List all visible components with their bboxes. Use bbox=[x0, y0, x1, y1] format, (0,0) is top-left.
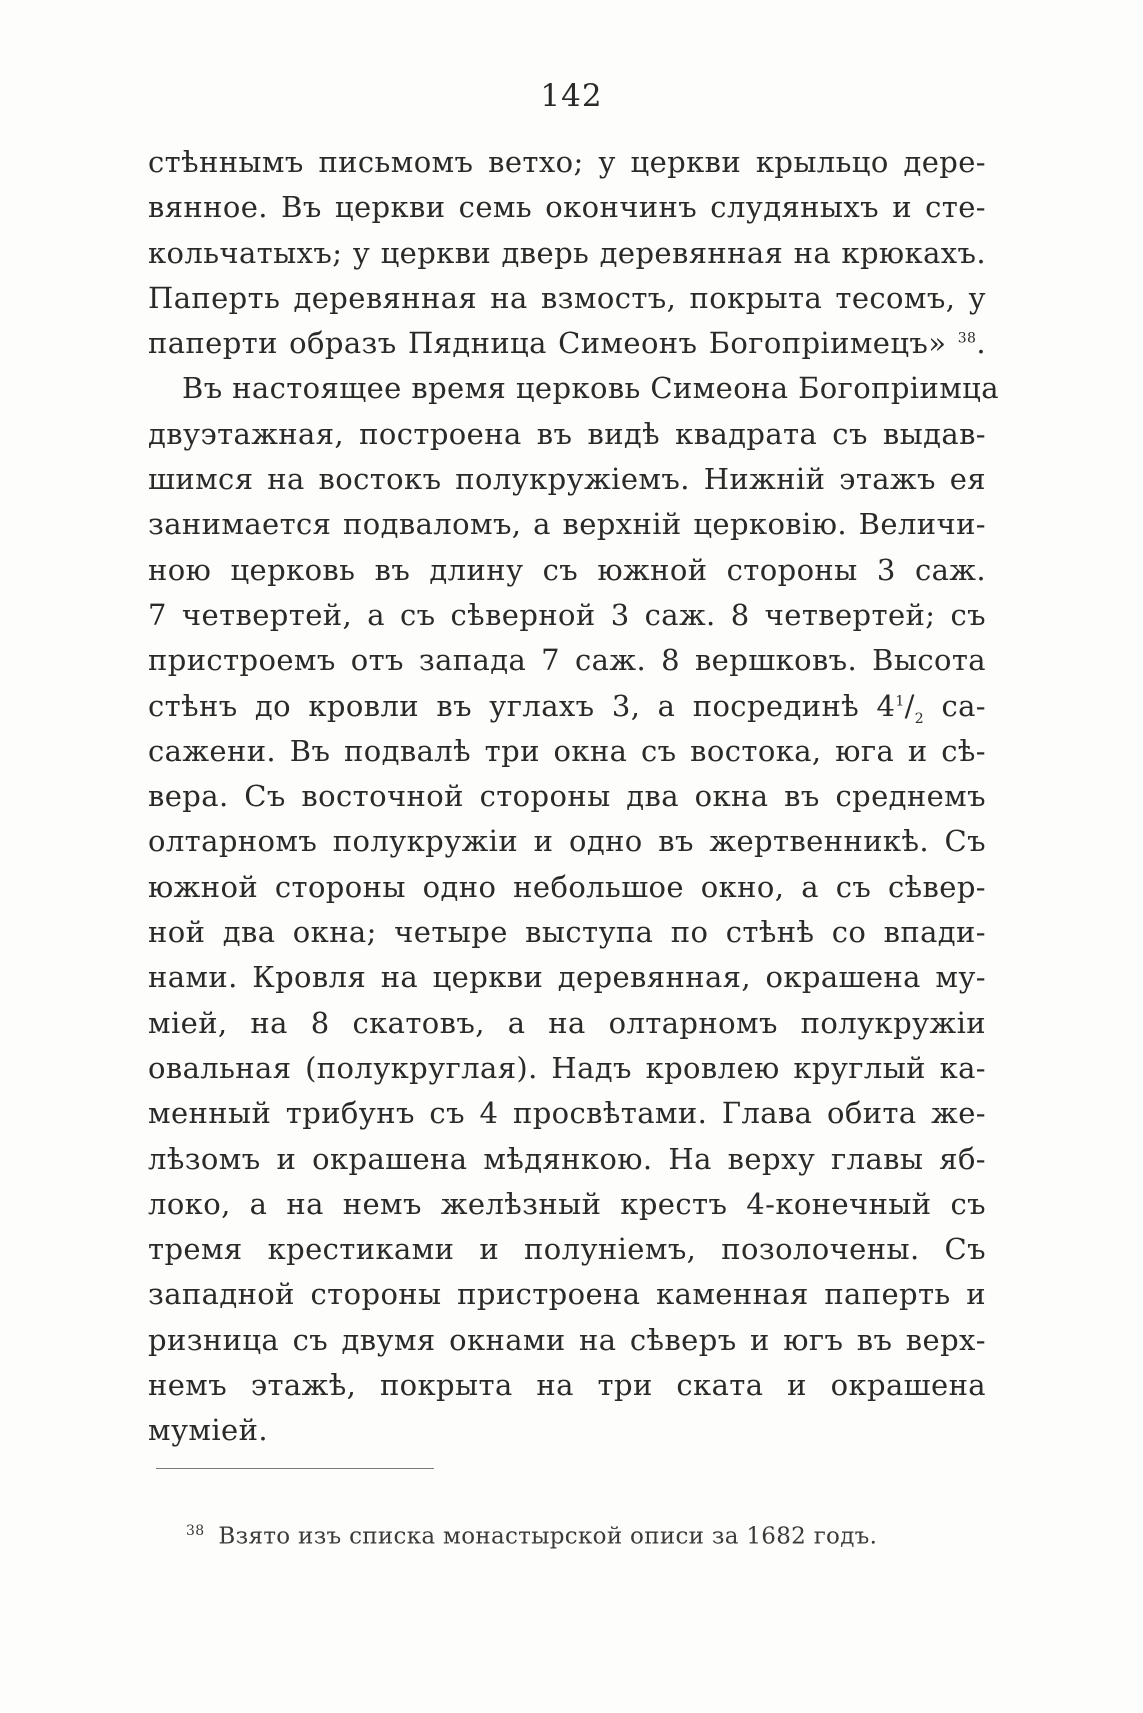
text-line: западной стороны пристроена каменная паперть и bbox=[148, 1277, 986, 1312]
text-line: локо, а на немъ желѣзный крестъ 4-конечный съ bbox=[148, 1186, 986, 1221]
text-line: Паперть деревянная на взмостъ, покрыта тесомъ, у bbox=[148, 280, 986, 315]
text-line: Въ настоящее время церковь Симеона Богопріимца bbox=[182, 371, 999, 406]
text-line: стѣннымъ письмомъ ветхо; у церкви крыльцо дере- bbox=[148, 145, 986, 179]
text-line: менный трибунъ съ 4 просвѣтами. Глава обита же- bbox=[148, 1096, 986, 1131]
footnote-mark: 38 bbox=[186, 1523, 205, 1539]
text-line: южной стороны одно небольшое окно, а съ сѣвер- bbox=[148, 869, 986, 904]
text-line: міей, на 8 скатовъ, а на олтарномъ полукружіи bbox=[148, 1005, 986, 1040]
text-line: занимается подваломъ, а верхній церковію. Величи- bbox=[148, 507, 986, 542]
text-segment: стѣнъ до кровли въ углахъ 3, а посрединѣ bbox=[148, 688, 860, 723]
text-line: шимся на востокъ полукружіемъ. Нижній этажъ ея bbox=[148, 462, 986, 497]
text-line: 7 четвертей, а съ сѣверной 3 саж. 8 четвертей; съ bbox=[148, 597, 986, 632]
text-segment: . bbox=[976, 326, 986, 361]
text-line: сажени. Въ подвалѣ три окна съ востока, юга и сѣ- bbox=[148, 733, 986, 768]
text-line: ной два окна; четыре выступа по стѣнѣ со впади- bbox=[148, 915, 986, 950]
text-line: пристроемъ отъ запада 7 саж. 8 вершковъ. Высота bbox=[148, 643, 986, 678]
text-line: вянное. Въ церкви семь окончинъ слудяныхъ и сте- bbox=[148, 190, 986, 225]
text-line: вера. Съ восточной стороны два окна въ среднемъ bbox=[148, 779, 986, 814]
text-segment: паперти образъ Пядница Симеонъ Богопріимецъ» bbox=[148, 326, 947, 361]
text-line-with-fraction bbox=[148, 684, 986, 729]
text-line: овальная (полукруглая). Надъ кровлею круглый ка- bbox=[148, 1050, 986, 1085]
footnote-reference: 38 bbox=[957, 330, 977, 347]
fraction-whole: 4 bbox=[876, 688, 896, 723]
fraction-numerator: 1 bbox=[895, 692, 905, 709]
text-line: ризница съ двумя окнами на сѣверъ и югъ въ верх- bbox=[148, 1322, 986, 1357]
fraction-separator: / bbox=[904, 688, 915, 723]
text-line-with-footnote-ref bbox=[148, 321, 986, 366]
text-line: лѣзомъ и окрашена мѣдянкою. На верху главы яб- bbox=[148, 1141, 986, 1176]
text-line: тремя крестиками и полуніемъ, позолочены. Съ bbox=[148, 1232, 986, 1267]
main-text bbox=[148, 140, 999, 1454]
footnote-divider bbox=[156, 1468, 434, 1469]
page-number: 142 bbox=[540, 78, 603, 114]
text-line: олтарномъ полукружіи и одно въ жертвенникѣ. Съ bbox=[148, 824, 986, 859]
text-line: немъ этажѣ, покрыта на три ската и окрашена bbox=[148, 1368, 986, 1403]
text-line: двуэтажная, построена въ видѣ квадрата съ выдав- bbox=[148, 416, 986, 451]
text-segment: са- bbox=[924, 688, 986, 723]
fraction-denominator: 2 bbox=[914, 710, 925, 727]
footnote-text: Взято изъ списка монастырской описи за 1682 годъ. bbox=[218, 1523, 878, 1550]
text-line: нами. Кровля на церкви деревянная, окрашена му- bbox=[148, 960, 986, 995]
footnote bbox=[186, 1516, 877, 1552]
text-line: кольчатыхъ; у церкви дверь деревянная на крюкахъ. bbox=[148, 235, 986, 270]
text-line: муміей. bbox=[148, 1413, 268, 1448]
text-line: ною церковь въ длину съ южной стороны 3 саж. bbox=[148, 552, 986, 587]
